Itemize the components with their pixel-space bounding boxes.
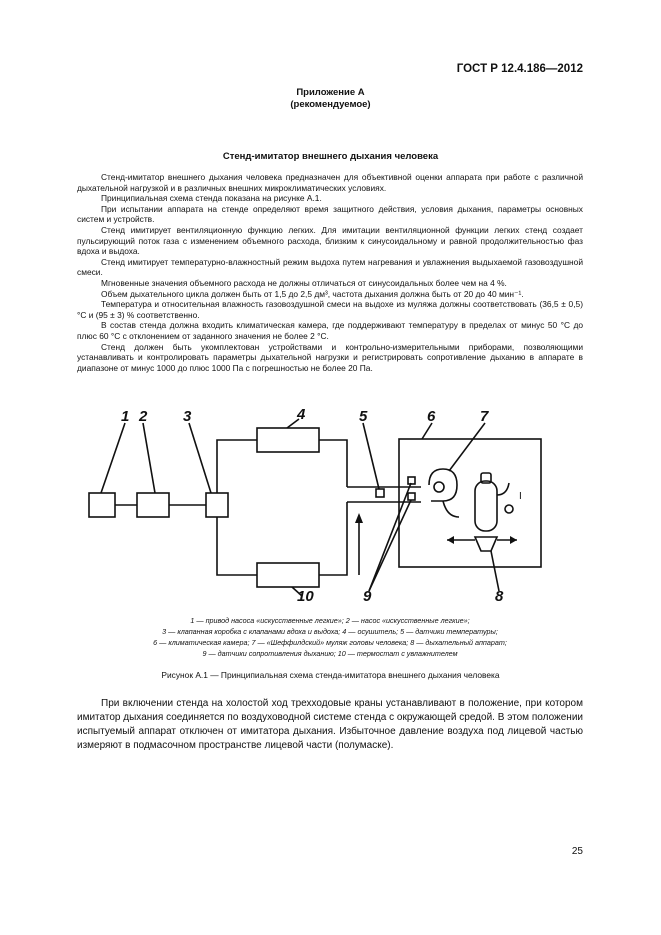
section-title: Стенд-имитатор внешнего дыхания человека: [222, 151, 439, 162]
label-2: 2: [139, 408, 148, 425]
paragraph: Объем дыхательного цикла должен быть от 1,5 до 2,5 дм³, частота дыхания должна быть от 20 до 40 мин⁻¹.: [101, 288, 524, 299]
side-mark: I: [519, 491, 522, 502]
label-1: 1: [121, 408, 130, 425]
paragraph: При включении стенда на холостой ход трехходовые краны устанавливают в положение, при котором имитатор дыхания соединяется по воздуховодной системе стенда с окружающей средой. В этом положении испытуемый аппарат отключен от имитатора дыхания. Избыточное давление воздуха под лицевой частью измеряют в подмасочном пространстве лицевой части (полумаске).: [77, 698, 583, 751]
legend-line: 1 — привод насоса «искусственные легкие»; 2 — насос «искусственные легкие»;: [190, 616, 470, 625]
sensor-5-temperature: [376, 489, 384, 497]
unit-8-breathing-apparatus: [475, 481, 497, 531]
label-10: 10: [297, 588, 314, 605]
paragraph: Стенд имитирует вентиляционную функцию легких. Для имитации вентиляционной функции легких стенд создает пульсирующий поток газа с изменением объемного расхода, близким к синусоидальному и равной продолжительностью фаз вдоха и выдоха.: [77, 224, 583, 257]
legend-line: 9 — датчики сопротивления дыханию; 10 — термостат с увлажнителем: [202, 649, 458, 658]
paragraph: В состав стенда должна входить климатическая камера, где поддерживают температуру в пределах от минус 50 °С до плюс 60 °С с отклонением от заданного значения не более 2 °С.: [77, 320, 583, 341]
duct-bottom-left: [217, 517, 257, 575]
page-number: 25: [571, 846, 583, 857]
sensor-9a-resistance: [408, 477, 415, 484]
paragraph: Стенд-имитатор внешнего дыхания человека предназначен для объективной оценки аппарата при работе с различной дыхательной нагрузкой и в различных внешних микроклиматических условиях.: [77, 172, 583, 193]
sensor-9b-resistance: [408, 493, 415, 500]
paragraph: Принципиальная схема стенда показана на рисунке А.1.: [101, 193, 322, 204]
legend-line: 3 — клапанная коробка с клапанами вдоха и выдоха; 4 — осушитель; 5 — датчики температуры;: [162, 627, 498, 636]
unit-10-thermostat: [257, 563, 319, 587]
label-9: 9: [363, 588, 372, 605]
label-7: 7: [480, 408, 489, 425]
paragraph: Мгновенные значения объемного расхода не должны отличаться от синусоидальных более чем на 4 %.: [101, 277, 507, 288]
appendix-subtitle: (рекомендуемое): [290, 99, 371, 110]
breathing-hose: [443, 501, 459, 517]
paragraph: При испытании аппарата на стенде определяют время защитного действия, условия дыхания, параметры основных систем и устройств.: [77, 203, 583, 225]
unit-3-valve-box: [206, 493, 228, 517]
figure-caption: Рисунок А.1 — Принципиальная схема стенда-имитатора внешнего дыхания человека: [161, 670, 500, 680]
paragraph: Стенд должен быть укомплектован устройствами и контрольно-измерительными приборами, позволяющими устанавливать и контролировать параметры дыхательной нагрузки и регистрировать сопротивление дыханию в аппарате в диапазоне от минус 1000 до плюс 1000 Па с погрешностью не более 20 Па.: [77, 341, 583, 373]
figure-a1-schematic: [77, 405, 587, 605]
duct-bottom-right: [319, 502, 347, 575]
paragraph: Температура и относительная влажность газовоздушной смеси на выдохе из муляжа должны соответствовать (36,5 ± 0,5) °С и (95 ± 3) % соответственно.: [77, 299, 583, 320]
unit-1-drive: [89, 493, 115, 517]
label-6: 6: [427, 408, 436, 425]
paragraph: Стенд имитирует температурно-влажностный режим выдоха путем нагревания и увлажнения выдыхаемой газовоздушной смеси.: [77, 256, 583, 278]
standard-number: ГОСТ Р 12.4.186—2012: [456, 63, 583, 75]
appendix-heading: [0, 87, 661, 111]
figure-legend: [77, 615, 583, 659]
label-4: 4: [297, 406, 306, 423]
appendix-title: Приложение А: [296, 87, 365, 98]
bottom-text: [77, 697, 583, 753]
body-text: [77, 172, 583, 373]
label-5: 5: [359, 408, 368, 425]
unit-4-dryer: [257, 428, 319, 452]
duct-top-right: [319, 440, 347, 487]
unit-6-climatic-chamber: [399, 439, 541, 567]
schematic-diagram: [77, 405, 587, 605]
label-8: 8: [495, 588, 504, 605]
duct-top-left: [217, 440, 257, 493]
unit-2-pump: [137, 493, 169, 517]
label-3: 3: [183, 408, 192, 425]
legend-line: 6 — климатическая камера; 7 — «Шеффилдский» муляж головы человека; 8 — дыхательный аппарат;: [153, 638, 507, 647]
